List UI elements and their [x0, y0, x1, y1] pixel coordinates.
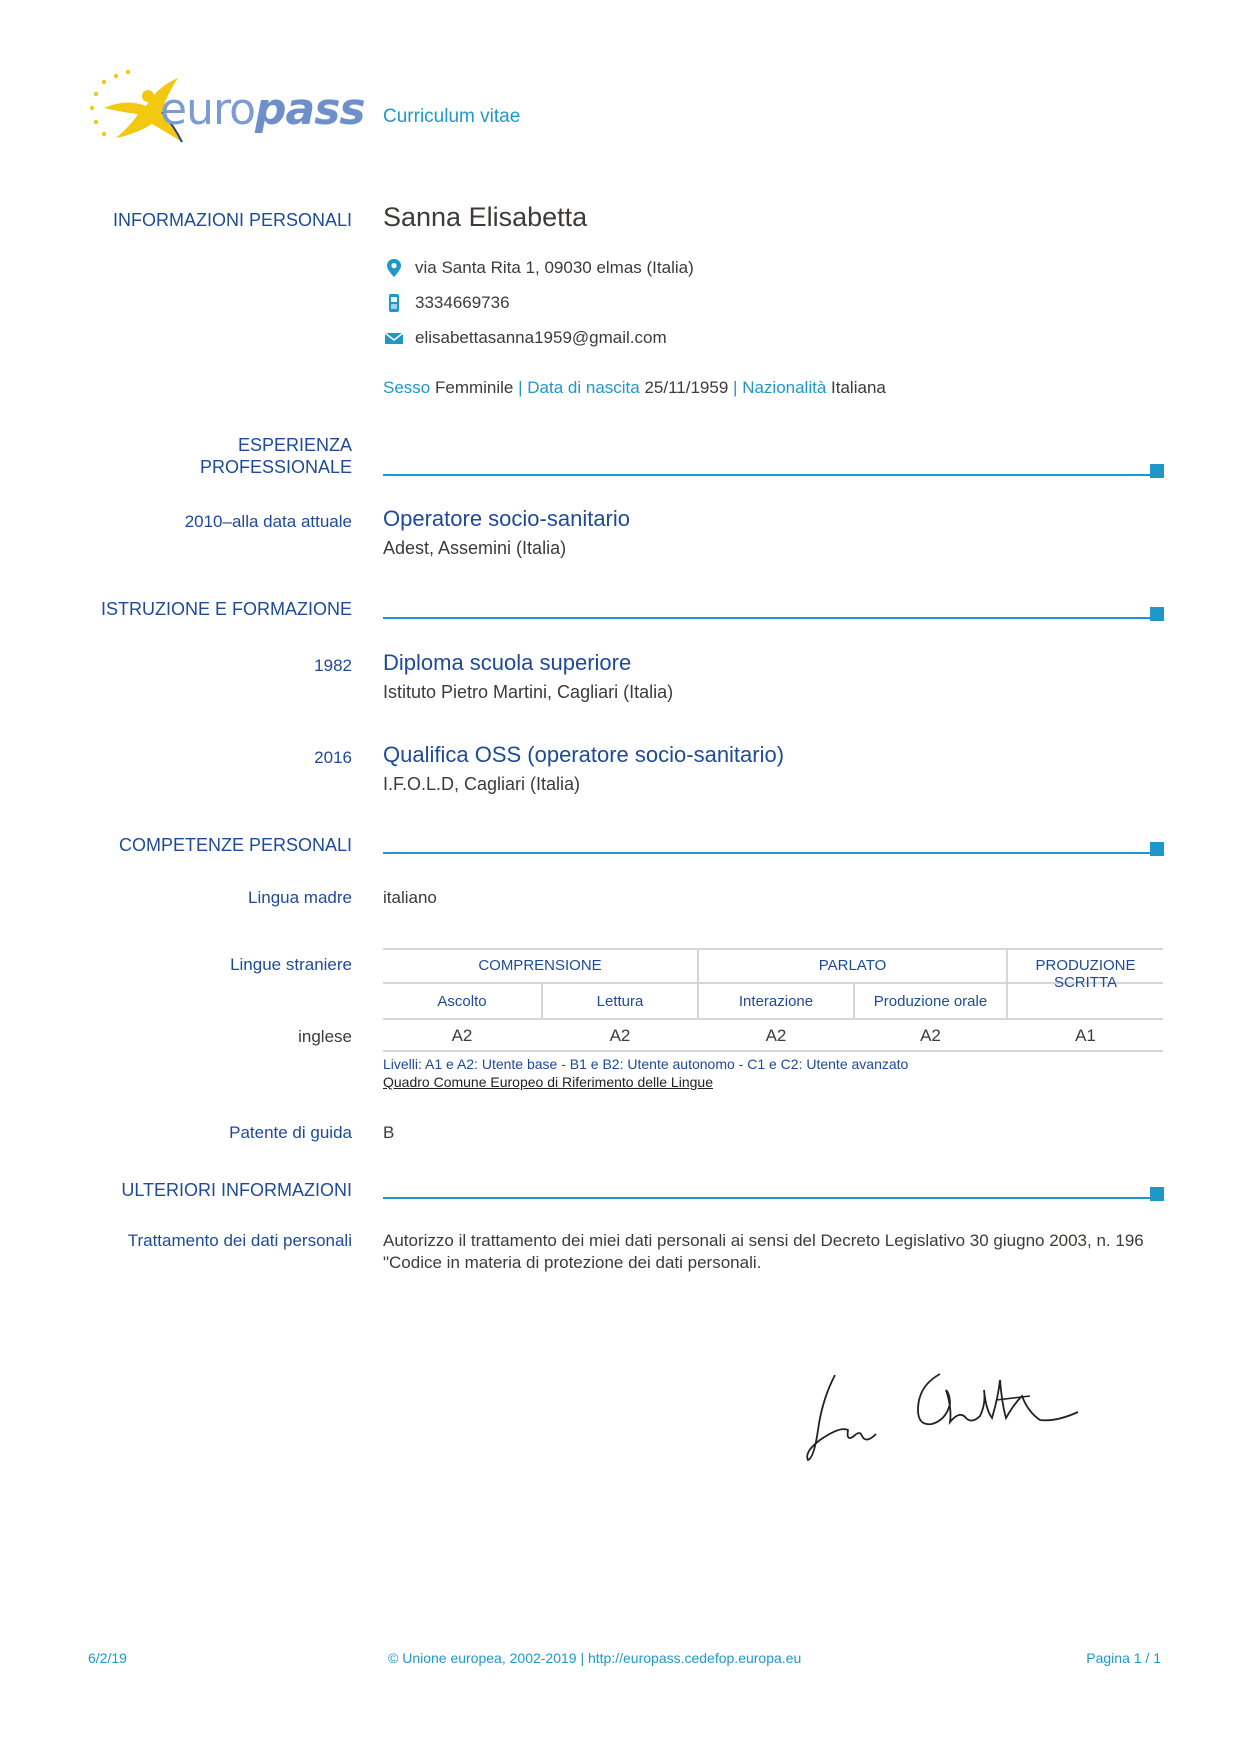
mobile-phone-icon — [383, 292, 405, 314]
footer-page: Pagina 1 / 1 — [1086, 1650, 1161, 1666]
logo-pass: pass — [255, 84, 365, 135]
section-marker-icon — [1150, 607, 1164, 621]
education-title-1: Diploma scuola superiore — [383, 650, 632, 675]
table-rule — [383, 1018, 1163, 1020]
sex-label: Sesso — [383, 378, 431, 397]
section-marker-icon — [1150, 842, 1164, 856]
level-reading: A2 — [609, 1026, 631, 1045]
driving-license-value: B — [383, 1123, 395, 1142]
doc-title: Curriculum vitae — [383, 106, 521, 127]
cefr-link[interactable]: Quadro Comune Europeo di Riferimento delle Lingue — [383, 1074, 713, 1090]
sex-value: Femminile — [434, 378, 514, 397]
email-text[interactable]: elisabettasanna1959@gmail.com — [415, 328, 667, 347]
mother-tongue-value: italiano — [383, 888, 437, 907]
levels-note: Livelli: A1 e A2: Utente base - B1 e B2: Utente autonomo - C1 e C2: Utente avanzato — [383, 1056, 909, 1072]
level-interaction: A2 — [765, 1026, 787, 1045]
education-title-2: Qualifica OSS (operatore socio-sanitario) — [383, 742, 785, 767]
section-rule — [383, 852, 1153, 854]
nationality-label: Nazionalità — [742, 378, 827, 397]
level-listening: A2 — [451, 1026, 473, 1045]
subhead-oral-production: Produzione orale — [873, 993, 988, 1010]
foreign-languages-label: Lingue straniere — [230, 955, 352, 974]
handwritten-signature — [800, 1360, 1090, 1470]
nationality-value: Italiana — [831, 378, 886, 397]
section-personal-info: INFORMAZIONI PERSONALI — [112, 210, 352, 230]
section-additional-info: ULTERIORI INFORMAZIONI — [121, 1180, 352, 1200]
table-rule — [383, 948, 1163, 950]
address-text: via Santa Rita 1, 09030 elmas (Italia) — [415, 258, 694, 277]
mother-tongue-label: Lingua madre — [248, 888, 352, 907]
privacy-text: Autorizzo il trattamento dei miei dati personali ai sensi del Decreto Legislativo 30 giugno 2003, n. 196 "Codice in materia di protezione dei dati personali. — [383, 1231, 1144, 1272]
section-education: ISTRUZIONE E FORMAZIONE — [100, 599, 352, 619]
experience-period: 2010–alla data attuale — [184, 512, 352, 531]
birth-label: Data di nascita — [527, 378, 640, 397]
table-rule — [383, 1050, 1163, 1052]
group-comprehension: COMPRENSIONE — [478, 957, 602, 974]
education-org-1: Istituto Pietro Martini, Cagliari (Italia) — [383, 682, 674, 702]
subhead-listening: Ascolto — [437, 993, 487, 1010]
footer-date: 6/2/19 — [88, 1650, 127, 1666]
subhead-interaction: Interazione — [738, 993, 814, 1010]
level-writing: A1 — [1075, 1026, 1096, 1045]
section-experience-line2: PROFESSIONALE — [199, 457, 352, 477]
logo-euro: euro — [160, 84, 255, 135]
location-pin-icon — [383, 257, 405, 279]
education-org-2: I.F.O.L.D, Cagliari (Italia) — [383, 774, 581, 794]
language-name: inglese — [298, 1027, 352, 1046]
phone-text: 3334669736 — [415, 293, 510, 312]
section-marker-icon — [1150, 464, 1164, 478]
group-speaking: PARLATO — [818, 957, 887, 974]
privacy-label: Trattamento dei dati personali — [127, 1231, 352, 1250]
footer-copyright[interactable]: © Unione europea, 2002-2019 | http://europass.cedefop.europa.eu — [388, 1650, 802, 1666]
section-rule — [383, 1197, 1153, 1199]
europass-wordmark — [160, 84, 365, 135]
experience-org: Adest, Assemini (Italia) — [383, 538, 567, 558]
section-experience-line1: ESPERIENZA — [237, 435, 352, 455]
separator: | — [518, 378, 523, 397]
email-row[interactable] — [383, 327, 667, 349]
birth-value: 25/11/1959 — [644, 378, 729, 397]
education-period-1: 1982 — [314, 656, 352, 675]
section-marker-icon — [1150, 1187, 1164, 1201]
person-name: Sanna Elisabetta — [383, 202, 588, 232]
level-oral-production: A2 — [920, 1026, 941, 1045]
group-writing: PRODUZIONE SCRITTA — [1035, 957, 1136, 991]
personal-meta — [383, 378, 886, 398]
separator: | — [733, 378, 738, 397]
envelope-icon — [383, 327, 405, 349]
section-skills: COMPETENZE PERSONALI — [118, 835, 352, 855]
education-period-2: 2016 — [314, 748, 352, 767]
phone-row — [383, 292, 510, 314]
section-rule — [383, 474, 1153, 476]
driving-license-label: Patente di guida — [229, 1123, 352, 1142]
subhead-reading: Lettura — [596, 993, 644, 1010]
address-row — [383, 257, 694, 279]
experience-title: Operatore socio-sanitario — [383, 506, 631, 531]
section-rule — [383, 617, 1153, 619]
